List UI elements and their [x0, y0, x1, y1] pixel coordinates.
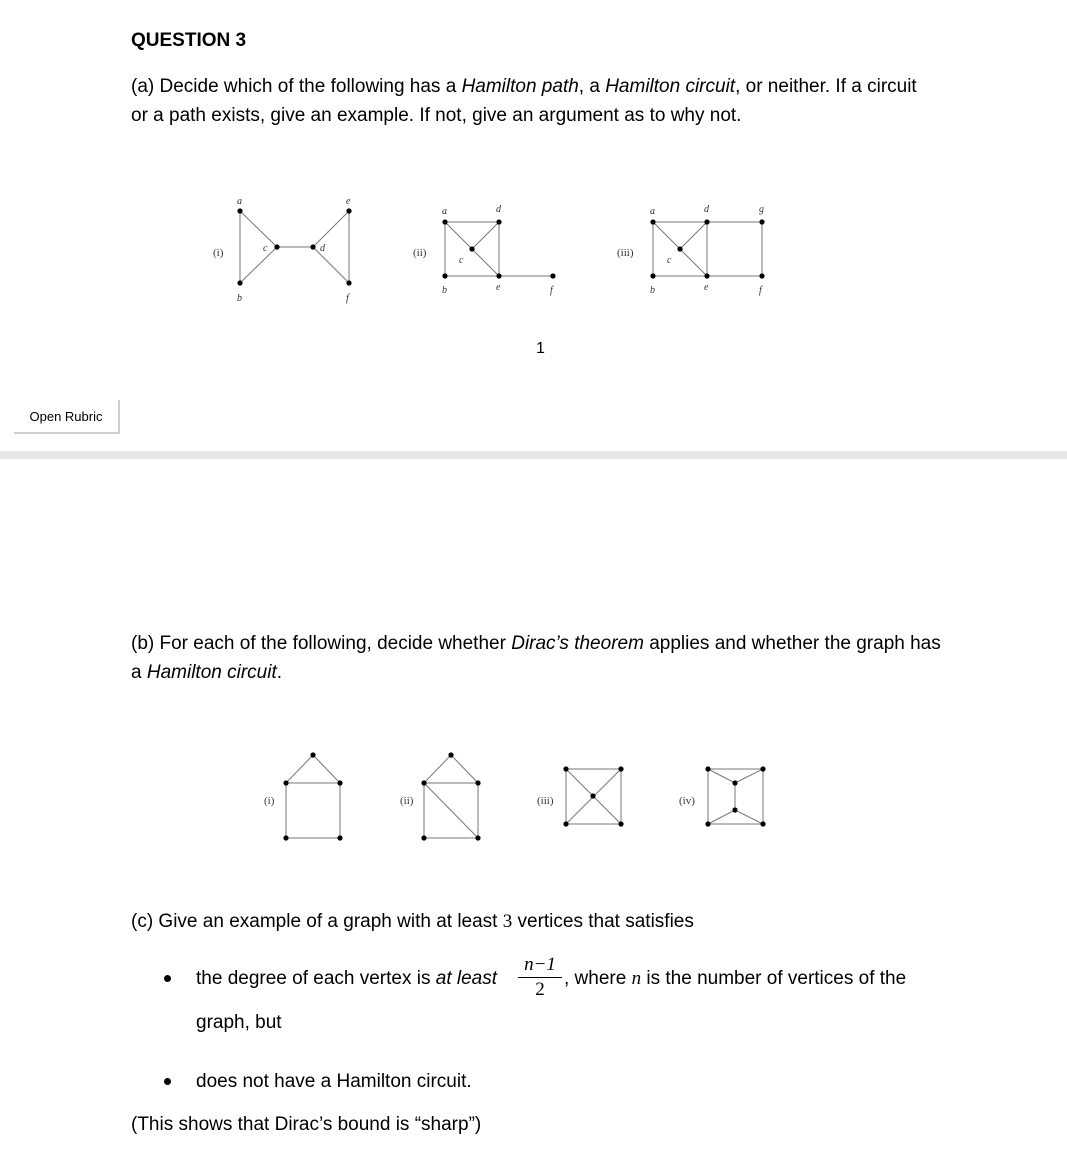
graph-b-iii [537, 766, 624, 826]
fraction-numerator: n−1 [524, 954, 556, 975]
graph-a-i [213, 196, 352, 304]
vlabel-a: a [650, 206, 655, 217]
vertex-g [759, 219, 764, 224]
bullet-1-text-a: the degree of each vertex is at least [196, 968, 498, 989]
vlabel-c: c [459, 255, 464, 266]
vertex-b [237, 280, 242, 285]
vertex-e [496, 273, 501, 278]
vlabel-b: b [237, 293, 242, 304]
vlabel-d: d [704, 204, 709, 215]
vlabel-e: e [346, 196, 351, 207]
vlabel-g: g [759, 204, 764, 215]
open-rubric-button[interactable]: Open Rubric [14, 400, 120, 434]
bullet-2-text: does not have a Hamilton circuit. [196, 1071, 472, 1092]
vlabel-b: b [650, 285, 655, 296]
sharpness-note: (This shows that Dirac’s bound is “sharp”) [131, 1114, 482, 1135]
vlabel-f: f [759, 285, 762, 296]
fraction-denominator: 2 [535, 979, 545, 1000]
graph-a-iii-label: (iii) [617, 247, 634, 259]
vertex-b [650, 273, 655, 278]
bullet-dot [164, 1078, 171, 1085]
vlabel-a: a [237, 196, 242, 207]
vertex-c [274, 244, 279, 249]
graph-a-ii [413, 204, 556, 296]
part-a-text: (a) Decide which of the following has a Hamilton path, a Hamilton circuit, or neither. If a circuit or a path exists, give an example. If not, give an argument as to why not. [131, 76, 917, 126]
vlabel-c: c [667, 255, 672, 266]
bullet-1-text-b: , where n is the number of vertices of the [564, 968, 907, 989]
page-number: 1 [536, 340, 545, 357]
vertex-f [759, 273, 764, 278]
part-b-text: (b) For each of the following, decide whether Dirac’s theorem applies and whether the graph has a Hamilton circuit. [131, 633, 941, 683]
vlabel-e: e [496, 282, 501, 293]
vertex-a [442, 219, 447, 224]
vertex-c [677, 246, 682, 251]
graph-b-iii-label: (iii) [537, 795, 554, 807]
bullet-1-text-c: graph, but [196, 1012, 282, 1033]
graph-b-i [264, 752, 343, 840]
graph-a-ii-label: (ii) [413, 247, 427, 259]
vertex-f [550, 273, 555, 278]
bullet-dot [164, 975, 171, 982]
vlabel-c: c [263, 243, 268, 254]
graph-b-ii-label: (ii) [400, 795, 414, 807]
figure-a-graphs [0, 185, 1067, 315]
fraction-n-minus-1-over-2 [518, 955, 562, 1000]
vertex-a [650, 219, 655, 224]
part-c-intro: (c) Give an example of a graph with at least 3 vertices that satisfies [131, 911, 694, 932]
vertex-e [346, 208, 351, 213]
graph-b-iv [679, 766, 766, 826]
graph-b-i-label: (i) [264, 795, 275, 807]
fraction-bar [518, 977, 562, 978]
vertex-e [704, 273, 709, 278]
vertex-d [496, 219, 501, 224]
graph-b-ii [400, 752, 481, 840]
graph-a-i-label: (i) [213, 247, 224, 259]
vertex-d [310, 244, 315, 249]
vlabel-f: f [550, 285, 553, 296]
vertex-b [442, 273, 447, 278]
vertex-f [346, 280, 351, 285]
vlabel-b: b [442, 285, 447, 296]
graph-a-iii [617, 204, 765, 296]
graph-b-iv-label: (iv) [679, 795, 695, 807]
vlabel-a: a [442, 206, 447, 217]
vertex-c [469, 246, 474, 251]
figure-b-graphs [0, 740, 1067, 850]
vertex-d [704, 219, 709, 224]
vlabel-d: d [496, 204, 501, 215]
vlabel-e: e [704, 282, 709, 293]
vertex-a [237, 208, 242, 213]
section-divider [0, 451, 1067, 459]
vlabel-d: d [320, 243, 325, 254]
question-title: QUESTION 3 [131, 30, 247, 51]
vlabel-f: f [346, 293, 349, 304]
